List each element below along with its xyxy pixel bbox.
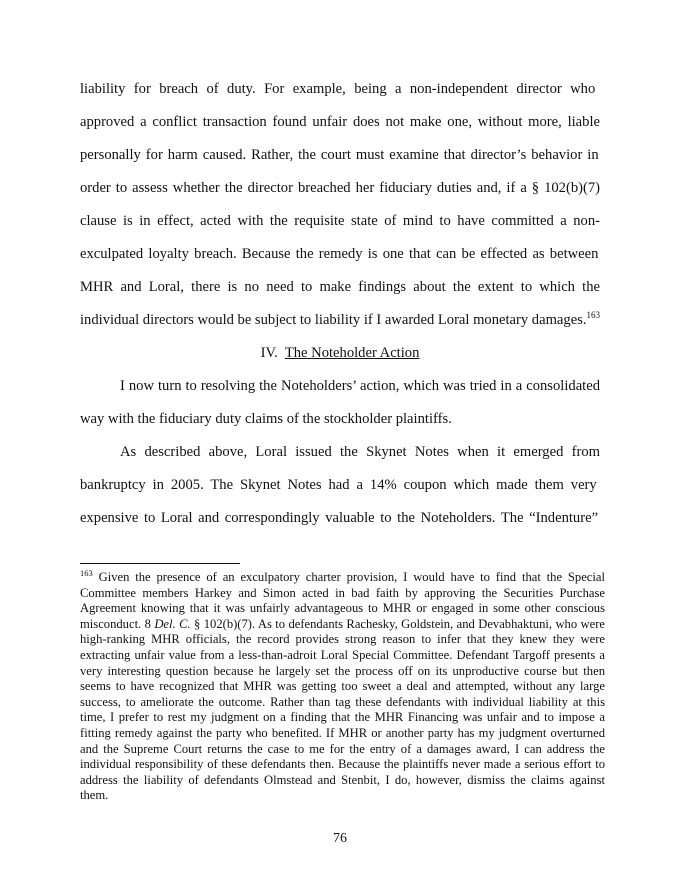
footnote-reference: 163 bbox=[586, 310, 600, 320]
paragraph3-line-2: bankruptcy in 2005. The Skynet Notes had a 14% coupon which made them very bbox=[80, 477, 597, 493]
body-line-5: clause is in effect, acted with the requisite state of mind to have committed a non- bbox=[80, 213, 600, 229]
page-number: 76 bbox=[333, 831, 347, 846]
paragraph3-line-3: expensive to Loral and correspondingly valuable to the Noteholders. The “Indenture” bbox=[80, 510, 599, 526]
body-line-3: personally for harm caused. Rather, the court must examine that director’s behavior in bbox=[80, 147, 599, 163]
body-line-2: approved a conflict transaction found unfair does not make one, without more, liable bbox=[80, 114, 600, 130]
paragraph2-line-1: I now turn to resolving the Noteholders’ action, which was tried in a consolidated bbox=[120, 378, 600, 394]
footnote-number: 163 bbox=[80, 568, 93, 578]
footnote-text-1: Given the presence of an exculpatory charter provision, I would have to find that the Special Committee members Harkey and Simon acted in bad faith by approving the Securities Purchase Agreement knowing that it was unfairly advantageous to MHR or engaged in some other conscious misconduct. 8 bbox=[80, 570, 605, 631]
body-line-8 bbox=[80, 311, 600, 329]
body-line-1: liability for breach of duty. For example, being a non-independent director who bbox=[80, 81, 596, 97]
section-number: IV. bbox=[260, 345, 278, 361]
body-line-4: order to assess whether the director breached her fiduciary duties and, if a § 102(b)(7) bbox=[80, 180, 600, 196]
paragraph3-line-1: As described above, Loral issued the Skynet Notes when it emerged from bbox=[120, 444, 600, 460]
body-line-6: exculpated loyalty breach. Because the remedy is one that can be effected as between bbox=[80, 246, 599, 262]
body-line-7: MHR and Loral, there is no need to make findings about the extent to which the bbox=[80, 279, 600, 295]
footnote-separator bbox=[80, 563, 240, 564]
footnote-163 bbox=[80, 570, 605, 804]
section-heading bbox=[0, 344, 680, 362]
section-title: The Noteholder Action bbox=[284, 345, 420, 361]
paragraph2-line-2: way with the fiduciary duty claims of the stockholder plaintiffs. bbox=[80, 411, 452, 427]
footnote-citation: Del. C. bbox=[154, 616, 191, 631]
footnote-text-2: § 102(b)(7). As to defendants Rachesky, Goldstein, and Devabhaktuni, who were high-ranking MHR officials, the record provides strong reason to infer that they knew they were extracting unfair value from a less-than-adroit Loral Special Committee. Defendant Targoff presents a very interesting question because he largely set the process off on its unproductive course but then seems to have recognized that MHR was getting too sweet a deal and attempted, without any large success, to ameliorate the outcome. Rather than tag these defendants with individual liability at this time, I prefer to rest my judgment on a finding that the MHR Financing was unfair and to impose a fitting remedy against the party who benefited. If MHR or another party has my judgment overturned and the Supreme Court returns the case to me for the entry of a damages award, I can address the individual responsibility of these defendants then. Because the plaintiffs never made a serious effort to address the liability of defendants Olmstead and Stenbit, I do, however, dismiss the claims against them. bbox=[80, 616, 606, 803]
body-line-8-text: individual directors would be subject to liability if I awarded Loral monetary damages. bbox=[80, 312, 587, 328]
